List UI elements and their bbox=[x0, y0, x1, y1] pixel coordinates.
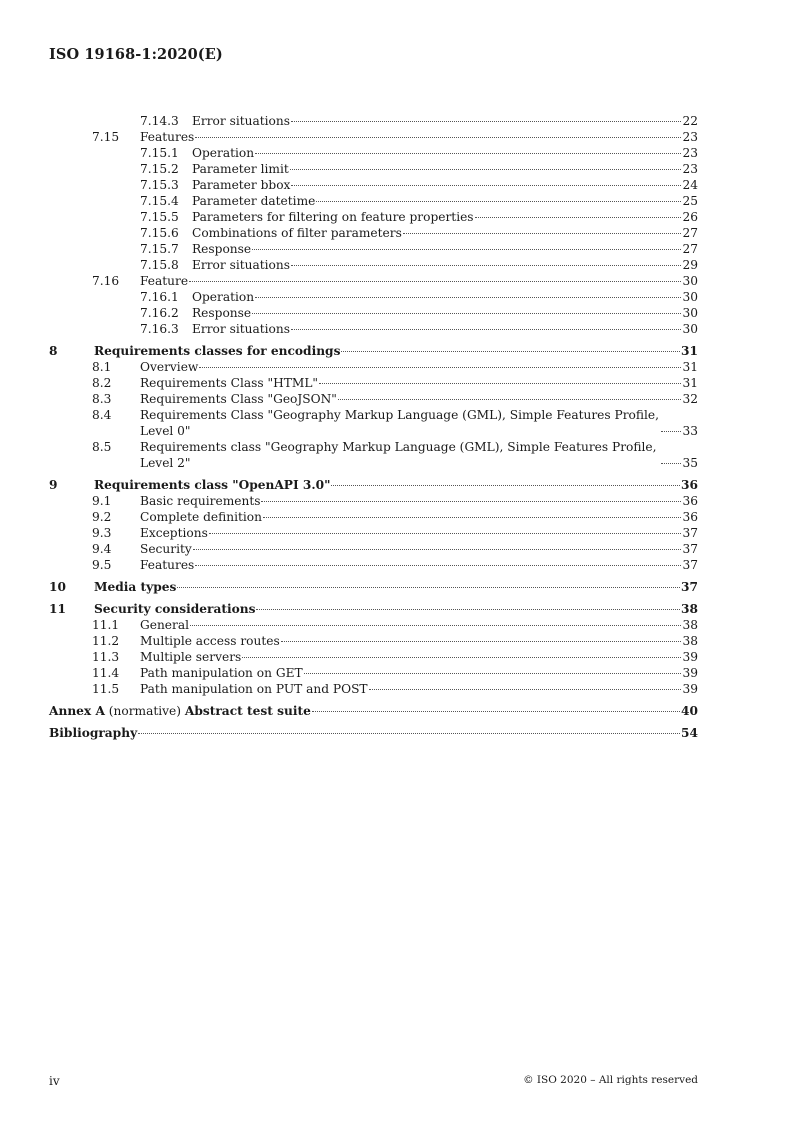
toc-entry-title: Overview bbox=[140, 360, 199, 374]
toc-entry[interactable] bbox=[49, 681, 698, 697]
dot-leader bbox=[195, 565, 681, 566]
dot-leader bbox=[195, 137, 681, 138]
dot-leader bbox=[263, 517, 681, 518]
toc-entry[interactable] bbox=[49, 439, 698, 471]
dot-leader bbox=[661, 431, 681, 432]
annex-qualifier: (normative) bbox=[108, 704, 182, 718]
toc-entry-title: Parameter limit bbox=[192, 162, 289, 176]
toc-entry-number: 11.2 bbox=[92, 634, 120, 648]
dot-leader bbox=[475, 217, 682, 218]
dot-leader bbox=[199, 367, 681, 368]
toc-entry[interactable] bbox=[49, 289, 698, 305]
toc-entry-number: 8 bbox=[49, 344, 58, 358]
dot-leader bbox=[209, 533, 682, 534]
toc-entry[interactable] bbox=[49, 241, 698, 257]
toc-entry[interactable] bbox=[49, 177, 698, 193]
bibliography-page: 54 bbox=[681, 726, 698, 740]
document-header: ISO 19168-1:2020(E) bbox=[49, 46, 223, 63]
toc-entry-number: 11.3 bbox=[92, 650, 120, 664]
dot-leader bbox=[138, 733, 680, 734]
toc-entry-title-continued: Level 2" bbox=[140, 456, 191, 470]
dot-leader bbox=[341, 351, 680, 352]
toc-entry-page: 30 bbox=[682, 322, 698, 336]
toc-entry-number: 9.5 bbox=[92, 558, 112, 572]
toc-entry-page: 37 bbox=[682, 558, 698, 572]
toc-entry[interactable] bbox=[49, 579, 698, 595]
toc-entry-number: 9.4 bbox=[92, 542, 112, 556]
toc-entry[interactable] bbox=[49, 407, 698, 439]
toc-entry-title: Parameter datetime bbox=[192, 194, 316, 208]
toc-entry-page: 23 bbox=[682, 162, 698, 176]
toc-entry-number: 11 bbox=[49, 602, 66, 616]
toc-entry-page: 39 bbox=[682, 666, 698, 680]
toc-entry-page: 37 bbox=[682, 542, 698, 556]
toc-entry-number: 9 bbox=[49, 478, 58, 492]
toc-entry-page: 36 bbox=[682, 494, 698, 508]
toc-entry-number: 7.15.4 bbox=[140, 194, 179, 208]
toc-entry-page: 29 bbox=[682, 258, 698, 272]
toc-entry-title: Response bbox=[192, 242, 252, 256]
table-of-contents bbox=[49, 113, 698, 741]
toc-entry-number: 7.15.6 bbox=[140, 226, 179, 240]
toc-entry-page: 32 bbox=[682, 392, 698, 406]
toc-entry[interactable] bbox=[49, 649, 698, 665]
page-number: iv bbox=[49, 1074, 60, 1088]
toc-entry-title: Path manipulation on PUT and POST bbox=[140, 682, 368, 696]
toc-entry-title: Error situations bbox=[192, 258, 290, 272]
toc-entry[interactable] bbox=[49, 493, 698, 509]
dot-leader bbox=[291, 265, 681, 266]
toc-entry-page: 25 bbox=[682, 194, 698, 208]
toc-entry[interactable] bbox=[49, 193, 698, 209]
toc-entry-number: 11.1 bbox=[92, 618, 120, 632]
dot-leader bbox=[319, 383, 681, 384]
toc-entry-number: 10 bbox=[49, 580, 66, 594]
dot-leader bbox=[338, 399, 682, 400]
toc-entry-title: Features bbox=[140, 558, 195, 572]
toc-entry-number: 7.16.1 bbox=[140, 290, 179, 304]
toc-entry-title: Requirements class "OpenAPI 3.0" bbox=[94, 478, 331, 492]
toc-entry-page: 30 bbox=[682, 306, 698, 320]
dot-leader bbox=[291, 121, 681, 122]
toc-entry-title: Security considerations bbox=[94, 602, 256, 616]
toc-entry-title: Media types bbox=[94, 580, 177, 594]
toc-entry-number: 7.16 bbox=[92, 274, 120, 288]
toc-entry-number: 8.4 bbox=[92, 408, 112, 422]
toc-entry-page: 31 bbox=[682, 360, 698, 374]
toc-entry-page: 27 bbox=[682, 242, 698, 256]
toc-entry-page: 38 bbox=[682, 634, 698, 648]
toc-entry-page: 37 bbox=[682, 526, 698, 540]
toc-entry-page: 36 bbox=[682, 510, 698, 524]
toc-entry[interactable] bbox=[49, 525, 698, 541]
dot-leader bbox=[256, 609, 680, 610]
toc-entry[interactable] bbox=[49, 343, 698, 359]
toc-entry-bibliography[interactable] bbox=[49, 725, 698, 741]
toc-entry-title: Error situations bbox=[192, 114, 290, 128]
toc-entry-page: 39 bbox=[682, 682, 698, 696]
toc-entry-number: 7.14.3 bbox=[140, 114, 179, 128]
toc-entry-number: 7.15.1 bbox=[140, 146, 179, 160]
toc-entry-number: 11.4 bbox=[92, 666, 120, 680]
toc-entry-number: 9.2 bbox=[92, 510, 112, 524]
toc-entry[interactable] bbox=[49, 273, 698, 289]
toc-entry-title: Multiple access routes bbox=[140, 634, 280, 648]
dot-leader bbox=[252, 249, 681, 250]
annex-page: 40 bbox=[681, 704, 698, 718]
toc-entry-title: Exceptions bbox=[140, 526, 208, 540]
toc-entry-page: 24 bbox=[682, 178, 698, 192]
toc-entry[interactable] bbox=[49, 209, 698, 225]
toc-entry-page: 27 bbox=[682, 226, 698, 240]
toc-entry-page: 33 bbox=[682, 424, 698, 438]
toc-entry-title: General bbox=[140, 618, 189, 632]
toc-entry-page: 30 bbox=[682, 290, 698, 304]
dot-leader bbox=[290, 169, 682, 170]
dot-leader bbox=[242, 657, 681, 658]
annex-title: Abstract test suite bbox=[184, 704, 311, 718]
toc-entry-number: 7.16.2 bbox=[140, 306, 179, 320]
dot-leader bbox=[291, 329, 681, 330]
toc-entry-title: Parameter bbox bbox=[192, 178, 291, 192]
toc-entry-number: 7.15.2 bbox=[140, 162, 179, 176]
dot-leader bbox=[261, 501, 681, 502]
toc-entry-title: Multiple servers bbox=[140, 650, 242, 664]
toc-entry-page: 35 bbox=[682, 456, 698, 470]
dot-leader bbox=[369, 689, 682, 690]
toc-entry-number: 11.5 bbox=[92, 682, 120, 696]
toc-entry-title: Requirements classes for encodings bbox=[94, 344, 341, 358]
toc-entry-number: 8.5 bbox=[92, 440, 112, 454]
toc-entry-number: 7.15.8 bbox=[140, 258, 179, 272]
toc-entry[interactable] bbox=[49, 477, 698, 493]
toc-entry-number: 7.15.5 bbox=[140, 210, 179, 224]
toc-entry[interactable] bbox=[49, 129, 698, 145]
toc-entry[interactable] bbox=[49, 633, 698, 649]
toc-entry-title: Requirements Class "Geography Markup Language (GML), Simple Features Profile, bbox=[140, 408, 659, 422]
toc-entry-page: 36 bbox=[681, 478, 698, 492]
toc-entry-page: 30 bbox=[682, 274, 698, 288]
toc-entry-page: 26 bbox=[682, 210, 698, 224]
toc-entry-number: 7.15.7 bbox=[140, 242, 179, 256]
toc-entry-number: 8.2 bbox=[92, 376, 112, 390]
toc-entry-page: 31 bbox=[682, 376, 698, 390]
dot-leader bbox=[331, 485, 680, 486]
dot-leader bbox=[193, 549, 682, 550]
dot-leader bbox=[304, 673, 682, 674]
toc-entry-number: 8.3 bbox=[92, 392, 112, 406]
toc-entry[interactable] bbox=[49, 541, 698, 557]
toc-entry-page: 23 bbox=[682, 146, 698, 160]
toc-entry-title: Feature bbox=[140, 274, 189, 288]
toc-entry-title: Requirements Class "GeoJSON" bbox=[140, 392, 337, 406]
toc-entry-page: 38 bbox=[682, 618, 698, 632]
dot-leader bbox=[177, 587, 680, 588]
toc-entry[interactable] bbox=[49, 391, 698, 407]
dot-leader bbox=[316, 201, 681, 202]
dot-leader bbox=[403, 233, 682, 234]
dot-leader bbox=[312, 711, 680, 712]
copyright-notice: © ISO 2020 – All rights reserved bbox=[523, 1074, 698, 1086]
toc-entry-title: Operation bbox=[192, 290, 255, 304]
toc-entry-number: 7.16.3 bbox=[140, 322, 179, 336]
toc-entry-title: Path manipulation on GET bbox=[140, 666, 303, 680]
toc-entry-number: 9.3 bbox=[92, 526, 112, 540]
dot-leader bbox=[255, 153, 681, 154]
toc-entry-title: Complete definition bbox=[140, 510, 262, 524]
toc-entry-title: Combinations of filter parameters bbox=[192, 226, 402, 240]
toc-entry[interactable] bbox=[49, 225, 698, 241]
dot-leader bbox=[291, 185, 681, 186]
toc-entry[interactable] bbox=[49, 161, 698, 177]
toc-entry-page: 22 bbox=[682, 114, 698, 128]
toc-entry[interactable] bbox=[49, 665, 698, 681]
toc-entry[interactable] bbox=[49, 375, 698, 391]
toc-entry[interactable] bbox=[49, 601, 698, 617]
toc-entry-title: Basic requirements bbox=[140, 494, 261, 508]
toc-entry[interactable] bbox=[49, 617, 698, 633]
toc-entry-title-continued: Level 0" bbox=[140, 424, 191, 438]
annex-label: Annex A bbox=[49, 704, 105, 718]
toc-entry-title: Requirements Class "HTML" bbox=[140, 376, 319, 390]
toc-entry[interactable] bbox=[49, 359, 698, 375]
toc-entry-page: 31 bbox=[681, 344, 698, 358]
toc-entry-title: Error situations bbox=[192, 322, 290, 336]
toc-entry-number: 7.15 bbox=[92, 130, 120, 144]
toc-entry-title: Parameters for filtering on feature properties bbox=[192, 210, 474, 224]
toc-entry[interactable] bbox=[49, 113, 698, 129]
toc-entry[interactable] bbox=[49, 305, 698, 321]
toc-entry-number: 8.1 bbox=[92, 360, 112, 374]
toc-entry[interactable] bbox=[49, 509, 698, 525]
toc-entry-page: 23 bbox=[682, 130, 698, 144]
bibliography-title: Bibliography bbox=[49, 726, 138, 740]
dot-leader bbox=[661, 463, 681, 464]
toc-entry-title: Operation bbox=[192, 146, 255, 160]
toc-entry-title: Features bbox=[140, 130, 195, 144]
dot-leader bbox=[255, 297, 681, 298]
toc-entry-page: 37 bbox=[681, 580, 698, 594]
toc-entry-page: 38 bbox=[681, 602, 698, 616]
dot-leader bbox=[252, 313, 681, 314]
toc-entry[interactable] bbox=[49, 557, 698, 573]
toc-entry-title: Requirements class "Geography Markup Language (GML), Simple Features Profile, bbox=[140, 440, 657, 454]
toc-entry-number: 9.1 bbox=[92, 494, 112, 508]
dot-leader bbox=[281, 641, 682, 642]
toc-entry-page: 39 bbox=[682, 650, 698, 664]
toc-entry-title: Security bbox=[140, 542, 192, 556]
toc-entry-annex[interactable] bbox=[49, 703, 698, 719]
toc-entry[interactable] bbox=[49, 321, 698, 337]
toc-entry[interactable] bbox=[49, 257, 698, 273]
toc-entry-number: 7.15.3 bbox=[140, 178, 179, 192]
toc-entry[interactable] bbox=[49, 145, 698, 161]
toc-entry-title: Response bbox=[192, 306, 252, 320]
dot-leader bbox=[189, 281, 681, 282]
dot-leader bbox=[190, 625, 681, 626]
